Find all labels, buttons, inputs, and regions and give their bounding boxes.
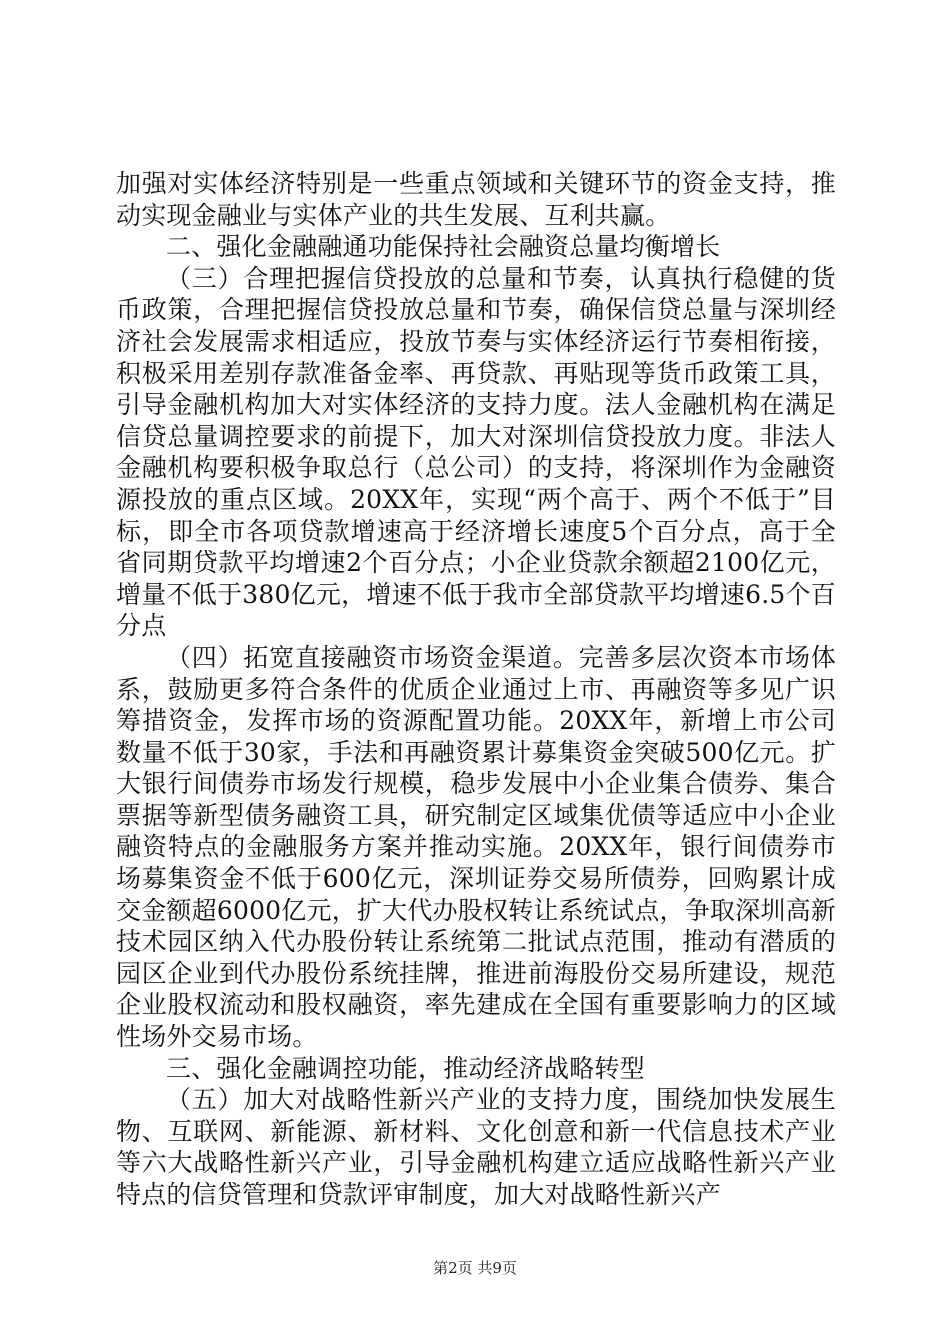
section-heading-2: 二、强化金融融通功能保持社会融资总量均衡增长 xyxy=(166,232,721,262)
section-heading-3: 三、强化金融调控功能，推动经济战略转型 xyxy=(166,1053,645,1083)
body-paragraph-5: （五）加大对战略性新兴产业的支持力度，围绕加快发展生物、互联网、新能源、新材料、文化创意和新一代信息技术产业等六大战略性新兴产业，引导金融机构建立适应战略性新兴产业特点的信贷管理和贷款评审制度，加大对战略性新兴产 xyxy=(116,1085,836,1209)
continuation-paragraph: 加强对实体经济特别是一些重点领域和关键环节的资金支持，推动实现金融业与实体产业的共生发展、互利共赢。 xyxy=(116,169,836,230)
page-number-footer: 第2页 共9页 xyxy=(433,1259,517,1277)
body-paragraph-3: （三）合理把握信贷投放的总量和节奏，认真执行稳健的货币政策，合理把握信贷投放总量和节奏，确保信贷总量与深圳经济社会发展需求相适应，投放节奏与实体经济运行节奏相衔接，积极采用差别存款准备金率、再贷款、再贴现等货币政策工具，引导金融机构加大对实体经济的支持力度。法人金融机构在满足信贷总量调控要求的前提下，加大对深圳信贷投放力度。非法人金融机构要积极争取总行（总公司）的支持，将深圳作为金融资源投放的重点区域。20XX年，实现“两个高于、两个不低于”目标，即全市各项贷款增速高于经济增长速度5个百分点，高于全省同期贷款平均增速2个百分点；小企业贷款余额超2100亿元，增量不低于380亿元，增速不低于我市全部贷款平均增速6.5个百分点 xyxy=(116,263,836,641)
body-paragraph-4: （四）拓宽直接融资市场资金渠道。完善多层次资本市场体系，鼓励更多符合条件的优质企业通过上市、再融资等多见广识筹措资金，发挥市场的资源配置功能。20XX年，新增上市公司数量不低于30家，手法和再融资累计募集资金突破500亿元。扩大银行间债券市场发行规模，稳步发展中小企业集合债券、集合票据等新型债务融资工具，研究制定区域集优债等适应中小企业融资特点的金融服务方案并推动实施。20XX年，银行间债券市场募集资金不低于600亿元，深圳证券交易所债券，回购累计成交金额超6000亿元，扩大代办股权转让系统试点，争取深圳高新技术园区纳入代办股份转让系统第二批试点范围，推动有潜质的园区企业到代办股份系统挂牌，推进前海股份交易所建设，规范企业股权流动和股权融资，率先建成在全国有重要影响力的区域性场外交易市场。 xyxy=(116,642,836,1052)
document-body xyxy=(116,168,836,1211)
